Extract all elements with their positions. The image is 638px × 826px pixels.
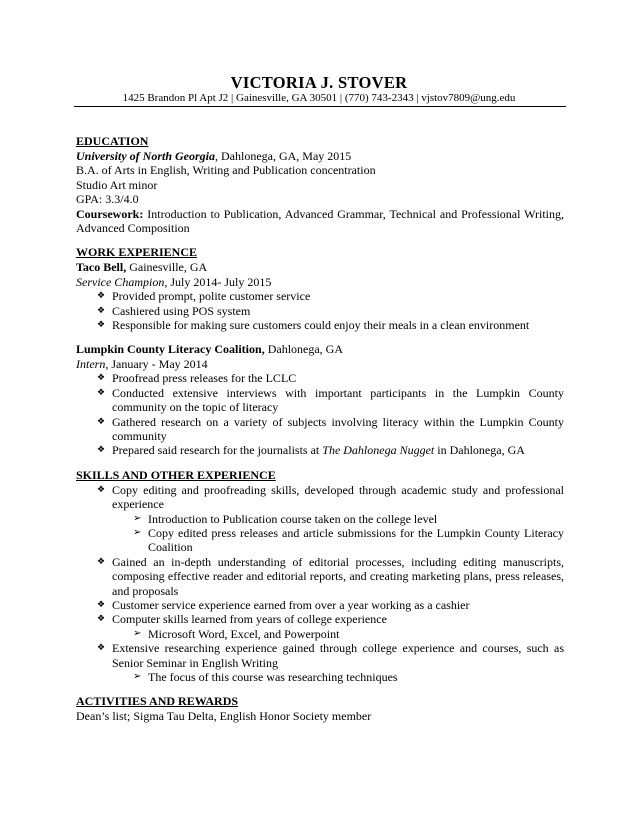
bullet-text: Prepared said research for the journalists at [112, 443, 323, 458]
bullet-text: Gathered research on a variety of subjects involving literacy within the Lumpkin County community [112, 414, 564, 443]
arrowhead-bullet-icon: ➢ [133, 627, 142, 639]
minor-line: Studio Art minor [76, 177, 158, 192]
candidate-name: VICTORIA J. STOVER [230, 73, 408, 92]
employer-location: Gainesville, GA [126, 260, 208, 275]
job-bullet [76, 443, 564, 457]
school-location-date: , Dahlonega, GA, May 2015 [215, 149, 352, 163]
job-bullet [76, 289, 564, 303]
job-bullet [76, 304, 564, 318]
diamond-bullet-icon: ❖ [97, 614, 106, 625]
job-dates: January - May 2014 [108, 356, 208, 371]
job-bullets [76, 371, 564, 457]
employer-name: Lumpkin County Literacy Coalition, [76, 342, 265, 357]
job-title-line [76, 357, 564, 371]
skill-text: Extensive researching experience gained through college experience and courses, such as Senior Seminar in English Writing [112, 641, 564, 670]
diamond-bullet-icon: ❖ [97, 484, 106, 495]
diamond-bullet-icon: ❖ [97, 599, 106, 610]
arrowhead-bullet-icon: ➢ [133, 526, 142, 538]
employer-line [76, 260, 564, 274]
diamond-bullet-icon: ❖ [97, 387, 106, 398]
bullet-text: Cashiered using POS system [112, 303, 251, 318]
diamond-bullet-icon: ❖ [97, 305, 106, 316]
skill-item [76, 612, 564, 641]
gpa-line: GPA: 3.3/4.0 [76, 192, 139, 207]
sub-text: The focus of this course was researching techniques [148, 670, 398, 684]
job-bullet [76, 415, 564, 444]
skill-sub-item [76, 526, 564, 555]
sub-text: Copy edited press releases and article submissions for the Lumpkin County Literacy Coalition [148, 525, 564, 555]
skill-sub-item [76, 627, 564, 641]
skill-text: Customer service experience earned from over a year working as a cashier [112, 597, 470, 612]
skill-sub-list [112, 627, 564, 641]
work-section [76, 245, 564, 457]
skills-bullets [76, 483, 564, 685]
diamond-bullet-icon: ❖ [97, 556, 106, 567]
coursework-label: Coursework: [76, 206, 144, 221]
sub-text: Microsoft Word, Excel, and Powerpoint [148, 626, 340, 641]
resume-body [76, 134, 564, 734]
work-heading: WORK EXPERIENCE [76, 245, 198, 260]
job-bullets [76, 289, 564, 332]
skill-item [76, 555, 564, 598]
activities-heading: ACTIVITIES AND REWARDS [76, 694, 239, 709]
skill-item [76, 598, 564, 612]
degree-line: B.A. of Arts in English, Writing and Publication concentration [76, 163, 376, 178]
school-name: University of North Georgia [76, 149, 215, 163]
job-dates: July 2014- July 2015 [167, 274, 272, 289]
skill-text: Copy editing and proofreading skills, developed through academic study and professional experience [112, 482, 564, 512]
skill-text: Gained an in-depth understanding of editorial processes, including editing manuscripts, composing effective reader and editorial reports, and creating marketing plans, press releases, and proposals [112, 554, 564, 598]
job-entry [76, 260, 564, 332]
sub-text: Introduction to Publication course taken on the college level [148, 511, 438, 526]
job-title-line [76, 275, 564, 289]
skill-text: Computer skills learned from years of college experience [112, 612, 387, 627]
arrowhead-bullet-icon: ➢ [133, 671, 142, 682]
skill-item [76, 641, 564, 684]
diamond-bullet-icon: ❖ [97, 416, 106, 427]
skills-section [76, 468, 564, 685]
diamond-bullet-icon: ❖ [97, 320, 106, 331]
job-entry [76, 342, 564, 457]
skill-item [76, 483, 564, 555]
job-title: Intern, [76, 356, 109, 371]
bullet-text-end: in Dahlonega, GA [434, 443, 525, 458]
diamond-bullet-icon: ❖ [97, 291, 106, 302]
bullet-text: Conducted extensive interviews with important participants in the Lumpkin County community on the topic of literacy [112, 385, 564, 415]
skill-sub-list [112, 512, 564, 555]
education-section [76, 134, 564, 235]
employer-location: Dahlonega, GA [264, 342, 344, 357]
publication-name: The Dahlonega Nugget [322, 443, 435, 458]
skill-sub-item [76, 512, 564, 526]
coursework-text: Introduction to Publication, Advanced Grammar, Technical and Professional Writing, Advanced Composition [76, 206, 564, 236]
activities-section [76, 694, 564, 723]
bullet-text: Provided prompt, polite customer service [112, 289, 311, 304]
diamond-bullet-icon: ❖ [97, 373, 106, 384]
activities-text: Dean’s list; Sigma Tau Delta, English Honor Society member [76, 709, 372, 724]
employer-name: Taco Bell, [76, 260, 127, 275]
bullet-text: Proofread press releases for the LCLC [112, 371, 297, 386]
job-bullet [76, 371, 564, 385]
skill-sub-item [76, 670, 564, 684]
skills-heading: SKILLS AND OTHER EXPERIENCE [76, 467, 276, 482]
education-heading: EDUCATION [76, 134, 149, 148]
contact-line: 1425 Brandon Pl Apt J2 | Gainesville, GA 30501 | (770) 743-2343 | vjstov7809@ung.edu [122, 92, 516, 104]
job-bullet [76, 386, 564, 415]
job-title: Service Champion, [76, 274, 168, 289]
diamond-bullet-icon: ❖ [97, 643, 106, 654]
arrowhead-bullet-icon: ➢ [133, 512, 142, 524]
diamond-bullet-icon: ❖ [97, 445, 106, 456]
coursework-line [76, 207, 564, 236]
school-line [76, 149, 564, 163]
header-divider [74, 106, 566, 107]
job-bullet [76, 318, 564, 332]
skill-sub-list [112, 670, 564, 684]
employer-line [76, 342, 564, 356]
bullet-text: Responsible for making sure customers could enjoy their meals in a clean environment [112, 318, 530, 333]
